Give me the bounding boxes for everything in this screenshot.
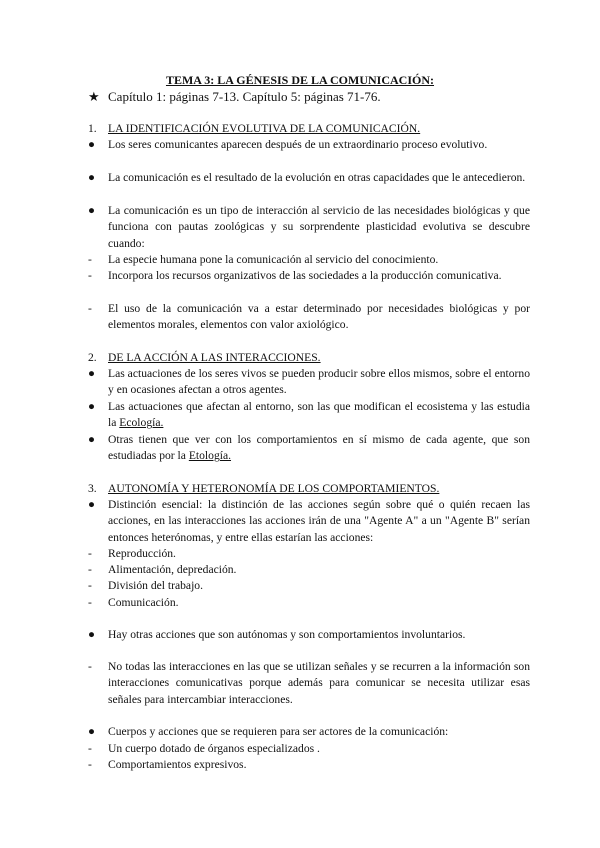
etologia-term: Etología. [188, 449, 232, 463]
list-item: ● Las actuaciones que afectan al entorno, son las que modifican el ecosistema y las estudia la Ecología. [88, 400, 530, 430]
bullet-icon: ● [88, 433, 96, 446]
list-item: ● La comunicación es un tipo de interacción al servicio de las necesidades biológicas y que funciona con pautas zoológicas y su sorprendente plasticidad evolutiva se descubre cuando: [88, 204, 530, 250]
list-item: - La especie humana pone la comunicación al servicio del conocimiento. [88, 252, 530, 268]
dash-icon: - [88, 758, 92, 771]
page-title: TEMA 3: LA GÉNESIS DE LA COMUNICACIÓN: [165, 73, 435, 87]
chapter-reference-text: Capítulo 1: páginas 7-13. Capítulo 5: páginas 71-76. [108, 89, 381, 104]
section-heading-1: 1. LA IDENTIFICACIÓN EVOLUTIVA DE LA COMUNICACIÓN. [88, 122, 421, 135]
dash-icon: - [88, 563, 92, 576]
list-item: - Comunicación. [88, 595, 530, 611]
list-item: ● Otras tienen que ver con los comportamientos en sí mismo de cada agente, que son estudiadas por la Etología. [88, 433, 530, 463]
list-item: - Incorpora los recursos organizativos de las sociedades a la producción comunicativa. [88, 268, 530, 284]
dash-icon: - [88, 253, 92, 266]
dash-icon: - [88, 596, 92, 609]
star-bullet-icon: ★ [88, 89, 100, 104]
bullet-icon: ● [88, 138, 96, 151]
dash-icon: - [88, 547, 92, 560]
bullet-icon: ● [88, 204, 96, 217]
bullet-icon: ● [88, 367, 96, 380]
list-item: ● Cuerpos y acciones que se requieren para ser actores de la comunicación: [88, 724, 530, 740]
list-item: - El uso de la comunicación va a estar determinado por necesidades biológicas y por elementos morales, elementos con valor axiológico. [88, 302, 530, 332]
list-item: - Un cuerpo dotado de órganos especializados . [88, 741, 530, 757]
bullet-icon: ● [88, 498, 96, 511]
list-item: - No todas las interacciones en las que se utilizan señales y se recurren a la información son interacciones comunicativas porque además para comunicar se necesita utilizar esas señales para intercambiar interacciones. [88, 660, 530, 706]
section-heading-2: 2. DE LA ACCIÓN A LAS INTERACCIONES. [88, 351, 321, 364]
list-item: - Comportamientos expresivos. [88, 757, 530, 773]
ecologia-term: Ecología. [119, 416, 164, 430]
bullet-icon: ● [88, 628, 96, 641]
dash-icon: - [88, 269, 92, 282]
bullet-icon: ● [88, 725, 96, 738]
list-item: ● Los seres comunicantes aparecen después de un extraordinario proceso evolutivo. [88, 137, 530, 153]
dash-icon: - [88, 660, 92, 673]
list-item: ● Hay otras acciones que son autónomas y son comportamientos involuntarios. [88, 627, 530, 643]
list-item: ● La comunicación es el resultado de la evolución en otras capacidades que le antecedieron. [88, 170, 530, 186]
list-item: ● Las actuaciones de los seres vivos se pueden producir sobre ellos mismos, sobre el entorno y en ocasiones afectan a otros agentes. [88, 367, 530, 397]
section-heading-3: 3. AUTONOMÍA Y HETERONOMÍA DE LOS COMPORTAMIENTOS. [88, 482, 440, 495]
dash-icon: - [88, 742, 92, 755]
dash-icon: - [88, 579, 92, 592]
bullet-icon: ● [88, 400, 96, 413]
list-item: - División del trabajo. [88, 578, 530, 594]
bullet-icon: ● [88, 171, 96, 184]
list-item: - Reproducción. [88, 546, 530, 562]
list-item: ● Distinción esencial: la distinción de las acciones según sobre qué o quién recaen las acciones, en las interacciones las acciones irán de una "Agente A" a un "Agente B" serían entonces heterónomas, y entre ellas estarían las acciones: [88, 498, 530, 544]
chapter-reference [88, 89, 381, 105]
list-item: - Alimentación, depredación. [88, 562, 530, 578]
dash-icon: - [88, 302, 92, 315]
